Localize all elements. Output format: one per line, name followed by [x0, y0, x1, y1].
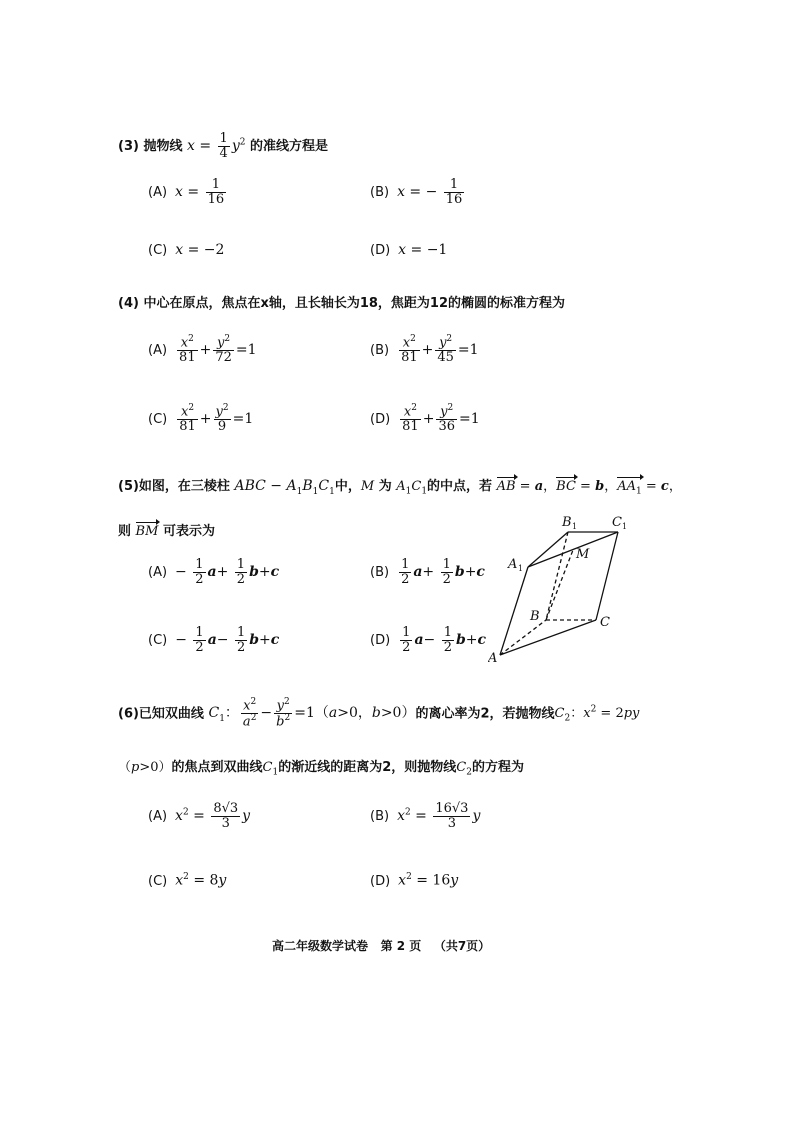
edge-a-c — [500, 620, 596, 655]
edge-a1-a — [500, 567, 528, 655]
footer-page: 第 2 页 — [380, 939, 422, 953]
label-b: B — [530, 609, 540, 624]
q4-option-d: (D) $\frac{x^2}{81}$ + $\frac{y^2}{36}$ =1 — [370, 403, 480, 434]
label-m: M — [576, 547, 590, 562]
question-5-stem: (5)如图，在三棱柱 ABC − $A_1B_1C_1$中，M 为 $A_1C_1$的中点，若 AB = a，BC = b，$AA_1 = c$， — [118, 478, 682, 497]
footer-subject: 高二年级数学试卷 — [272, 939, 369, 953]
q4-option-c: (C) $\frac{x^2}{81}$ + $\frac{y^2}{9}$ =1 — [148, 403, 254, 434]
edge-a1-b1 — [528, 532, 568, 567]
edge-c1-c — [596, 532, 618, 620]
q6-option-b: (B) $x^2$ = $\frac{16√3}{3}$ y — [370, 801, 481, 831]
footer-total: （共7页） — [433, 939, 491, 953]
q6-option-c: (C) $x^2 = 8y$ — [148, 872, 227, 889]
q5-option-a: (A) − $\frac{1}{2}$ a+ $\frac{1}{2}$ b+c — [148, 557, 280, 587]
label-c1: C — [612, 515, 622, 530]
q5-option-c: (C) − $\frac{1}{2}$ a− $\frac{1}{2}$ b+c — [148, 625, 280, 655]
label-c: C — [600, 615, 610, 630]
q6-option-a: (A) $x^2$ = $\frac{8√3}{3}$ y — [148, 801, 251, 831]
label-c1-sub: 1 — [622, 522, 628, 531]
page-footer — [272, 937, 490, 954]
q6-option-d: (D) $x^2 = 16y$ — [370, 872, 459, 889]
q3-option-b: (B) x = − $\frac{1}{16}$ — [370, 177, 463, 207]
label-a1-sub: 1 — [518, 564, 524, 573]
q3-option-c: (C) x = −2 — [148, 242, 225, 258]
edge-a-b — [500, 620, 546, 655]
q5-option-b: (B) $\frac{1}{2}$ a+ $\frac{1}{2}$ b+c — [370, 557, 485, 587]
question-6-line2: （p>0）的焦点到双曲线$C_1$的渐近线的距离为2，则抛物线$C_2$的方程为 — [118, 760, 524, 778]
q4-option-a: (A) $\frac{x^2}{81}$ + $\frac{y^2}{72}$ =1 — [148, 334, 257, 365]
question-4-stem: (4) 中心在原点，焦点在x轴，且长轴长为18，焦距为12的椭圆的标准方程为 — [118, 296, 566, 311]
q4-option-b: (B) $\frac{x^2}{81}$ + $\frac{y^2}{45}$ =1 — [370, 334, 479, 365]
prism-figure — [488, 512, 638, 667]
label-b1: B — [562, 515, 572, 530]
edge-a1-c1 — [528, 532, 618, 567]
q3-option-d: (D) x = −1 — [370, 242, 448, 258]
q3-option-a: (A) x = $\frac{1}{16}$ — [148, 177, 225, 207]
label-a1: A — [508, 557, 518, 572]
label-b1-sub: 1 — [572, 522, 578, 531]
label-a: A — [488, 651, 498, 666]
question-3-stem: (3) 抛物线 x = $\frac{1}{4}$ $y^2$ 的准线方程是 — [118, 131, 329, 161]
q5-option-d: (D) $\frac{1}{2}$ a− $\frac{1}{2}$ b+c — [370, 625, 487, 655]
segment-b-m — [546, 550, 573, 620]
question-5-line2: 则 BM 可表示为 — [118, 524, 215, 539]
edge-b1-b — [546, 532, 568, 620]
question-6-stem: (6)已知双曲线 $C_1$： $\frac{x^2}{a^2}$ − $\frac{y^2}{b^2}$ =1（a>0，b>0）的离心率为2，若抛物线$C_2$：$x^2 = 2py$ — [118, 697, 640, 730]
